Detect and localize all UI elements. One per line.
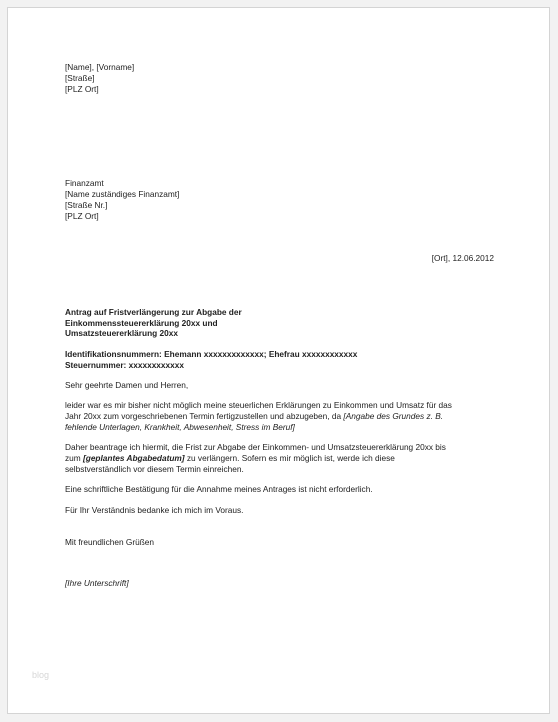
para2-line-3: selbstverständlich vor diesem Termin einreichen.	[65, 464, 244, 474]
recipient-line-3: [Straße Nr.]	[65, 200, 108, 210]
tax-number: Steuernummer: xxxxxxxxxxxx	[65, 360, 184, 370]
para2-line-2-prefix: zum	[65, 453, 83, 463]
letter-page	[7, 7, 550, 714]
sender-city: [PLZ Ort]	[65, 84, 99, 94]
watermark: blog	[32, 670, 50, 680]
subject-line-3: Umsatzsteuererklärung 20xx	[65, 328, 178, 338]
para1-line-2-text: Jahr 20xx zum vorgeschriebenen Termin fertigzustellen und abzugeben, da	[65, 411, 344, 421]
subject-line-1: Antrag auf Fristverlängerung zur Abgabe der	[65, 307, 242, 317]
para1-line-1: leider war es mir bisher nicht möglich meine steuerlichen Erklärungen zu Einkommen und Umsatz für das	[65, 400, 452, 410]
para4: Für Ihr Verständnis bedanke ich mich im Voraus.	[65, 505, 244, 515]
identification-numbers: Identifikationsnummern: Ehemann xxxxxxxxxxxxx; Ehefrau xxxxxxxxxxxx	[65, 349, 358, 359]
para2-line-2	[65, 453, 395, 463]
recipient-line-1: Finanzamt	[65, 178, 104, 188]
sender-name: [Name], [Vorname]	[65, 62, 135, 72]
closing: Mit freundlichen Grüßen	[65, 537, 155, 547]
recipient-line-4: [PLZ Ort]	[65, 211, 99, 221]
date-line: [Ort], 12.06.2012	[431, 253, 494, 263]
para1-line-3: fehlende Unterlagen, Krankheit, Abwesenheit, Stress im Beruf]	[65, 422, 295, 432]
sender-street: [Straße]	[65, 73, 95, 83]
para2-line-2-suffix: zu verlängern. Sofern es mir möglich ist, werde ich diese	[184, 453, 395, 463]
reason-placeholder: [Angabe des Grundes z. B.	[343, 411, 444, 421]
para3: Eine schriftliche Bestätigung für die Annahme meines Antrages ist nicht erforderlich.	[65, 484, 373, 494]
due-date-placeholder: [geplantes Abgabedatum]	[82, 453, 185, 463]
para1-line-2	[65, 411, 443, 421]
recipient-line-2: [Name zuständiges Finanzamt]	[65, 189, 180, 199]
signature-placeholder: [Ihre Unterschrift]	[65, 578, 129, 588]
subject-line-2: Einkommenssteuererklärung 20xx und	[65, 318, 218, 328]
salutation: Sehr geehrte Damen und Herren,	[65, 380, 189, 390]
para2-line-1: Daher beantrage ich hiermit, die Frist zur Abgabe der Einkommen- und Umsatzsteuererklärung 20xx bis	[65, 442, 446, 452]
